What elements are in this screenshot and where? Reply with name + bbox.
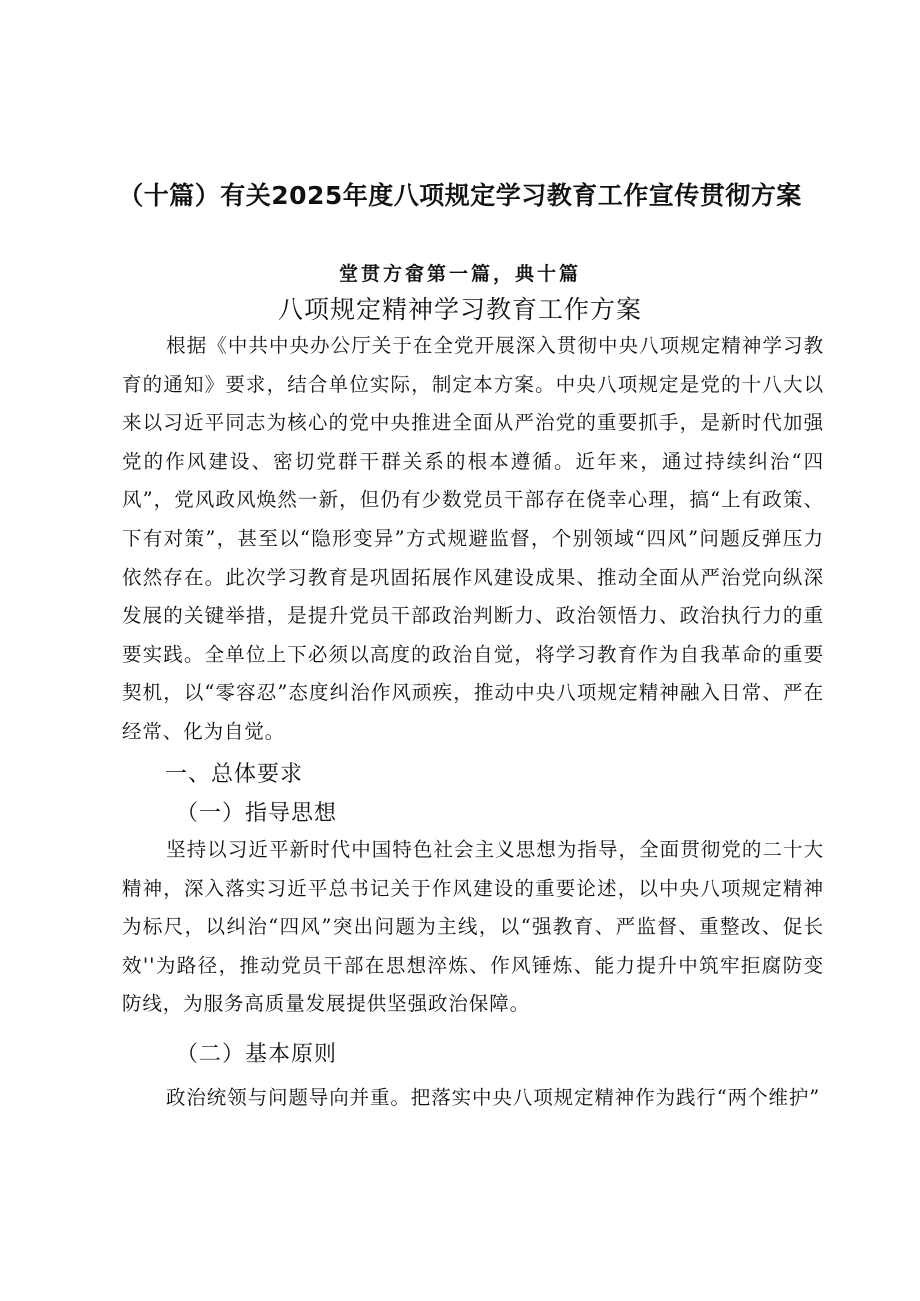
intro-paragraph	[122, 327, 824, 752]
intro-paragraph-text: 根据《中共中央办公厅关于在全党开展深入贯彻中央八项规定精神学习教育的通知》要求，结合单位实际，制定本方案。中央八项规定是党的十八大以来以习近平同志为核心的党中央推进全面从严治党的重要抓手，是新时代加强党的作风建设、密切党群干群关系的根本遵循。近年来，通过持续纠治“四风”，党风政风焕然一新，但仍有少数党员干部存在侥幸心理，搞“上有政策、下有对策”，甚至以“隐形变异”方式规避监督，个别领域“四风”问题反弹压力依然存在。此次学习教育是巩固拓展作风建设成果、推动全面从严治党向纵深发展的关键举措，是提升党员干部政治判断力、政治领悟力、政治执行力的重要实践。全单位上下必须以高度的政治自觉，将学习教育作为自我革命的重要契机，以“零容忍”态度纠治作风顽疾，推动中央八项规定精神融入日常、严在经常、化为自觉。	[122, 334, 824, 743]
guiding-paragraph	[122, 831, 824, 1024]
document-title: （十篇）有关2025年度八项规定学习教育工作宣传贯彻方案	[118, 181, 802, 210]
section-title: 八项规定精神学习教育工作方案	[277, 295, 642, 324]
heading-basic-principles: （二）基本原则	[176, 1042, 338, 1067]
heading-guiding-ideology: （一）指导思想	[176, 801, 338, 826]
principle-paragraph-text: 政治统领与问题导向并重。把落实中央八项规定精神作为践行“两个维护”	[166, 1086, 821, 1109]
guiding-paragraph-text: 坚持以习近平新时代中国特色社会主义思想为指导，全面贯彻党的二十大精神，深入落实习近平总书记关于作风建设的重要论述，以中央八项规定精神为标尺，以纠治“四风”突出问题为主线，以“强教育、严监督、重整改、促长效''为路径，推动党员干部在思想淬炼、作风锤炼、能力提升中筑牢拒腐防变防线，为服务高质量发展提供坚强政治保障。	[122, 838, 824, 1016]
document-subtitle: 堂贯方畲第一篇，典十篇	[338, 263, 581, 285]
heading-general-requirements: 一、总体要求	[165, 762, 304, 787]
principle-paragraph	[122, 1079, 824, 1118]
